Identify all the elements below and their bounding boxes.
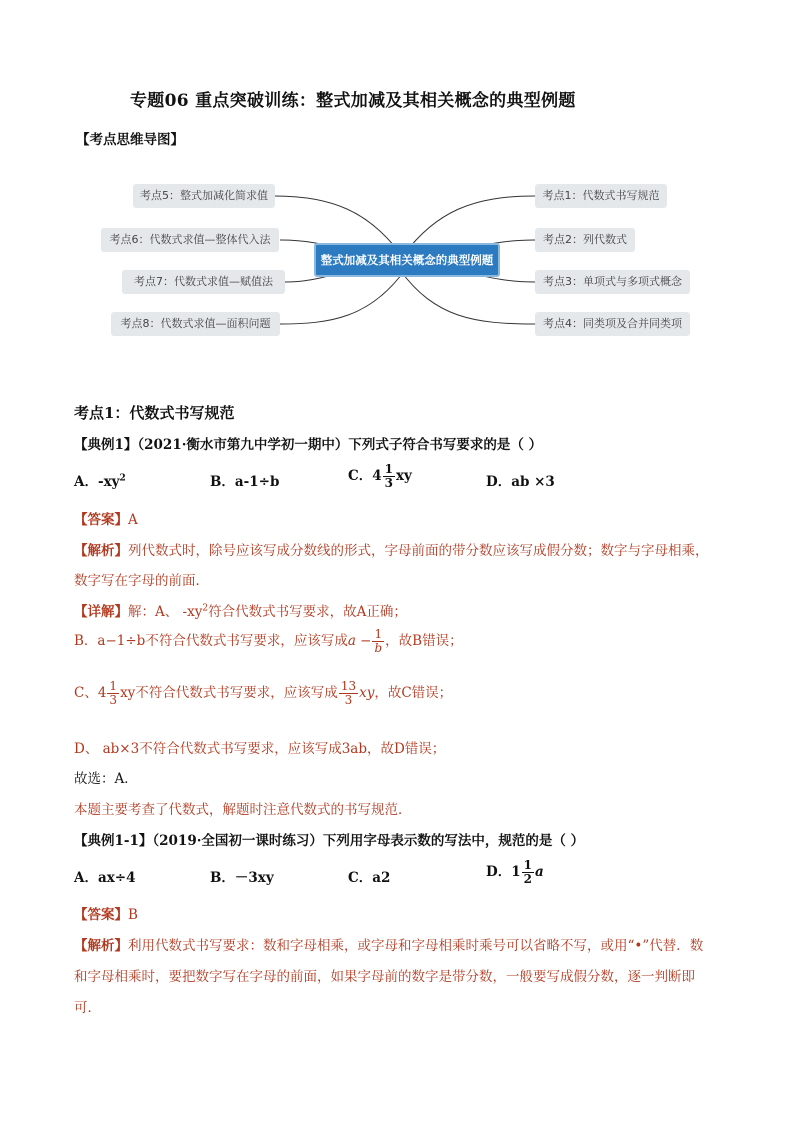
page-title: 专题06 重点突破训练：整式加减及其相关概念的典型例题	[130, 91, 576, 111]
example-1-stem: 【典例1】（2021·衡水市第九中学初一期中）下列式子符合书写要求的是（ ）	[74, 437, 543, 453]
ex1-summary: 本题主要考查了代数式，解题时注意代数式的书写规范．	[74, 802, 412, 818]
mindmap-node-4: 考点4：同类项及合并同类项	[535, 312, 690, 336]
connector-right-4	[400, 270, 535, 324]
ex11-answer: 【答案】B	[74, 907, 138, 923]
ex1-option-d: D．ab ×3	[486, 474, 555, 490]
ex1-choose: 故选：A．	[74, 771, 138, 787]
ex1-option-c: C．4 $\frac{1}{3}$ xy	[348, 462, 412, 490]
mindmap-node-8: 考点8：代数式求值—面积问题	[111, 312, 280, 336]
connector-left-4	[280, 270, 405, 324]
ex1-detail-b: B．a−1÷b不符合代数式书写要求，应该写成a − $\frac{1}{b}$ ，故B错误；	[74, 627, 463, 655]
mindmap-heading: 【考点思维导图】	[76, 132, 184, 148]
mindmap-node-3: 考点3：单项式与多项式概念	[535, 270, 690, 294]
ex1-analysis-line2: 数字写在字母的前面．	[74, 573, 209, 589]
ex11-analysis-line2: 和字母相乘时，要把数字写在字母的前面，如果字母前的数字是带分数，一般要写成假分数，逐一判断即	[74, 969, 695, 985]
mindmap-center-node: 整式加减及其相关概念的典型例题	[314, 243, 500, 277]
ex1-detail-d: D、 ab×3不符合代数式书写要求，应该写成3ab，故D错误；	[74, 741, 446, 757]
ex11-option-b: B．－3xy	[210, 870, 274, 886]
mindmap-node-6: 考点6：代数式求值—整体代入法	[101, 228, 279, 252]
mindmap-node-2: 考点2：列代数式	[535, 228, 635, 252]
ex1-analysis-line1: 【解析】列代数式时，除号应该写成分数线的形式，字母前面的带分数应该写成假分数；数字与字母相乘，	[74, 543, 709, 559]
ex1-detail-a: 【详解】解：A、 $-xy^2$符合代数式书写要求，故A正确；	[74, 603, 407, 620]
mindmap-node-7: 考点7：代数式求值—赋值法	[122, 270, 285, 294]
ex11-option-c: C．a2	[348, 870, 391, 886]
section-heading: 考点1：代数式书写规范	[74, 404, 235, 422]
ex11-analysis-line3: 可．	[74, 1000, 101, 1016]
ex1-option-b: B．a-1÷b	[210, 474, 280, 490]
mindmap-node-5: 考点5：整式加减化简求值	[133, 184, 275, 208]
ex11-option-a: A．ax÷4	[74, 870, 136, 886]
mindmap-node-1: 考点1：代数式书写规范	[535, 184, 667, 208]
ex1-option-a: A．$-xy^2$	[74, 473, 126, 490]
example-1-1-stem: 【典例1-1】（2019·全国初一课时练习）下列用字母表示数的写法中，规范的是（ ）	[74, 833, 585, 849]
ex1-answer: 【答案】A	[74, 512, 138, 528]
ex11-option-d: D．1 $\frac{1}{2}$ a	[486, 858, 544, 886]
ex1-detail-c: C、4 $\frac{1}{3}$ xy不符合代数式书写要求，应该写成 $\frac{13}{3}$ xy，故C错误；	[74, 679, 453, 707]
ex11-analysis-line1: 【解析】利用代数式书写要求：数和字母相乘，或字母和字母相乘时乘号可以省略不写，或用“•”代替．数	[74, 938, 704, 954]
